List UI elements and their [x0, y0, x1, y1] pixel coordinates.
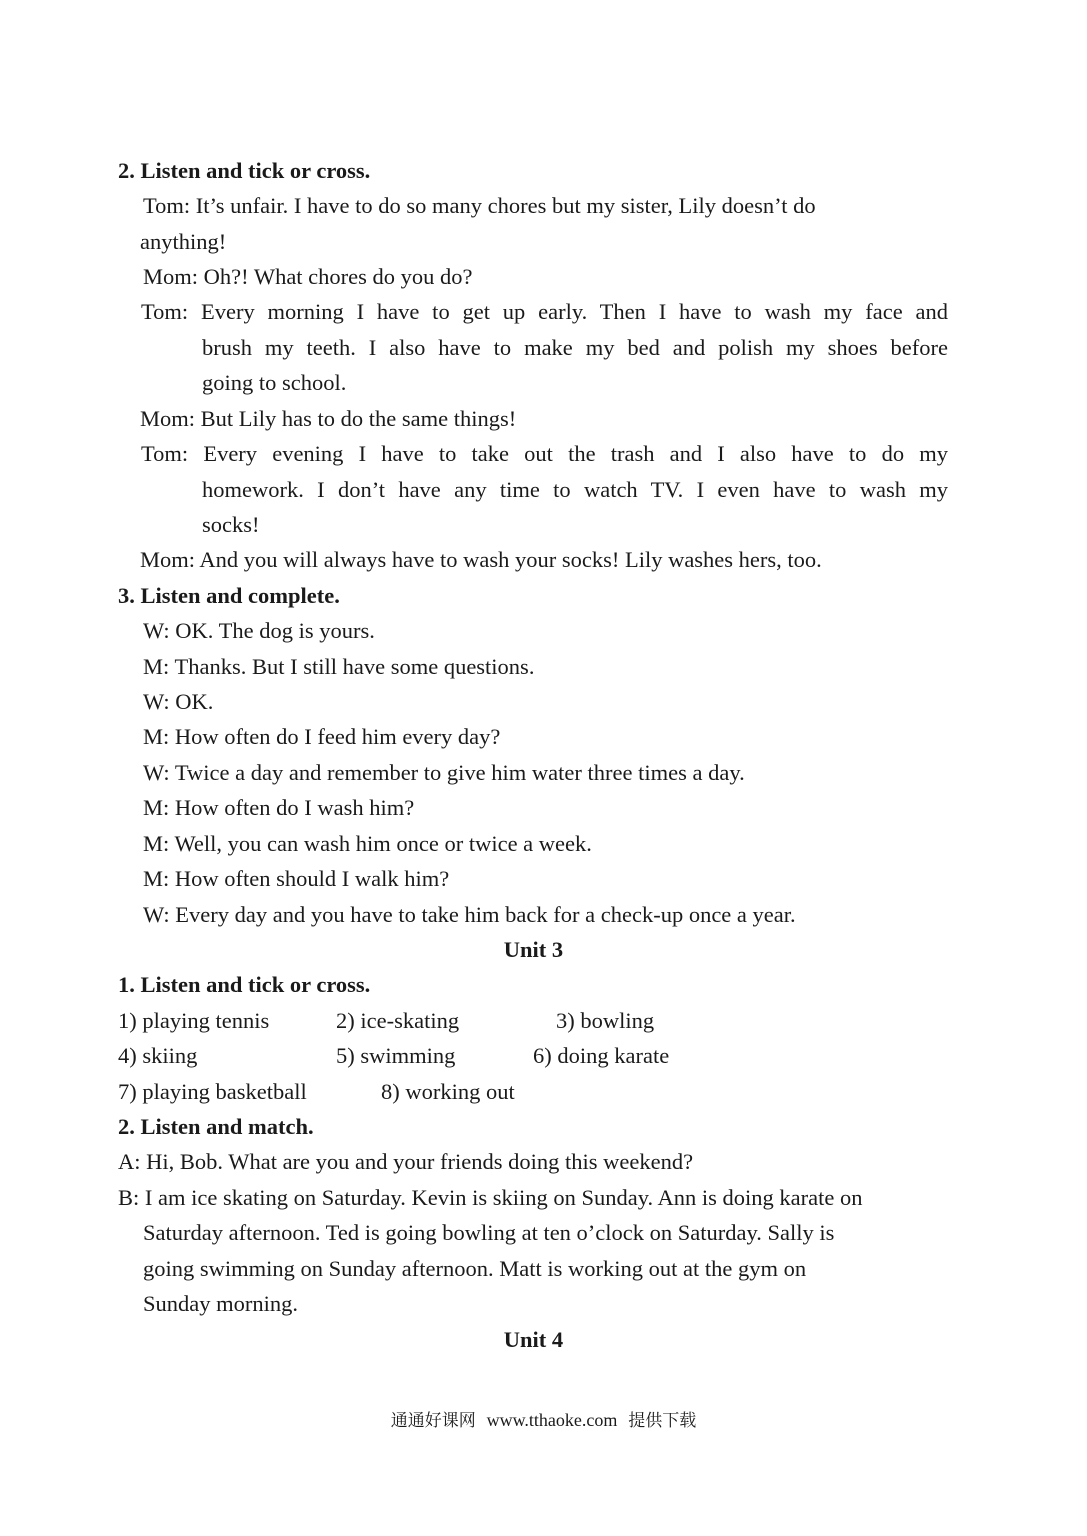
- list-item: 5) swimming: [336, 1043, 456, 1068]
- dialogue-line: Sunday morning.: [143, 1291, 298, 1316]
- dialogue-line: W: OK.: [143, 689, 214, 714]
- dialogue-line: Mom: Oh?! What chores do you do?: [143, 264, 473, 289]
- dialogue-line: anything!: [140, 229, 227, 254]
- list-item: 4) skiing: [118, 1043, 198, 1068]
- dialogue-line: W: Every day and you have to take him back for a check-up once a year.: [143, 902, 796, 927]
- dialogue-line: M: How often should I walk him?: [143, 866, 450, 891]
- dialogue-line: M: Well, you can wash him once or twice a week.: [143, 831, 592, 856]
- dialogue-line: brush my teeth. I also have to make my bed and polish my shoes before: [202, 335, 948, 360]
- dialogue-line: W: OK. The dog is yours.: [143, 618, 375, 643]
- footer-site-name: 通通好课网: [390, 1411, 476, 1431]
- item-row: [0, 1042, 1087, 1070]
- dialogue-line: M: Thanks. But I still have some questions.: [143, 654, 535, 679]
- list-item: 1) playing tennis: [118, 1008, 270, 1033]
- dialogue-line: homework. I don’t have any time to watch TV. I even have to wash my: [202, 477, 948, 502]
- dialogue-line: M: How often do I feed him every day?: [143, 724, 501, 749]
- list-item: 2) ice-skating: [336, 1008, 460, 1033]
- footer-suffix: 提供下载: [628, 1411, 697, 1431]
- list-item: 3) bowling: [556, 1008, 655, 1033]
- item-row: [0, 1007, 1087, 1035]
- dialogue-line: going swimming on Sunday afternoon. Matt is working out at the gym on: [143, 1256, 807, 1281]
- section-2-title: 2. Listen and tick or cross.: [118, 158, 371, 183]
- list-item: 6) doing karate: [533, 1043, 670, 1068]
- dialogue-line: socks!: [202, 512, 260, 537]
- dialogue-line: going to school.: [202, 370, 347, 395]
- dialogue-line: Mom: But Lily has to do the same things!: [140, 406, 517, 431]
- dialogue-line: Tom: Every morning I have to get up early. Then I have to wash my face and: [141, 299, 948, 324]
- dialogue-line: Tom: It’s unfair. I have to do so many chores but my sister, Lily doesn’t do: [143, 193, 816, 218]
- dialogue-line: B: I am ice skating on Saturday. Kevin is skiing on Sunday. Ann is doing karate on: [118, 1185, 863, 1210]
- item-row: [0, 1078, 1087, 1106]
- page-footer: [0, 1408, 1087, 1433]
- dialogue-line: Saturday afternoon. Ted is going bowling at ten o’clock on Saturday. Sally is: [143, 1220, 835, 1245]
- dialogue-line: Mom: And you will always have to wash your socks! Lily washes hers, too.: [140, 547, 822, 572]
- unit-4-heading: Unit 4: [503, 1327, 564, 1352]
- unit-3-heading: Unit 3: [503, 937, 564, 962]
- dialogue-line: Tom: Every evening I have to take out the trash and I also have to do my: [141, 441, 948, 466]
- unit-3-q2-title: 2. Listen and match.: [118, 1114, 314, 1139]
- unit-3-q1-title: 1. Listen and tick or cross.: [118, 972, 371, 997]
- list-item: 7) playing basketball: [118, 1079, 307, 1104]
- list-item: 8) working out: [381, 1079, 515, 1104]
- section-3-title: 3. Listen and complete.: [118, 583, 340, 608]
- footer-url[interactable]: www.tthaoke.com: [486, 1410, 618, 1430]
- dialogue-line: A: Hi, Bob. What are you and your friends doing this weekend?: [118, 1149, 694, 1174]
- dialogue-line: M: How often do I wash him?: [143, 795, 415, 820]
- dialogue-line: W: Twice a day and remember to give him water three times a day.: [143, 760, 745, 785]
